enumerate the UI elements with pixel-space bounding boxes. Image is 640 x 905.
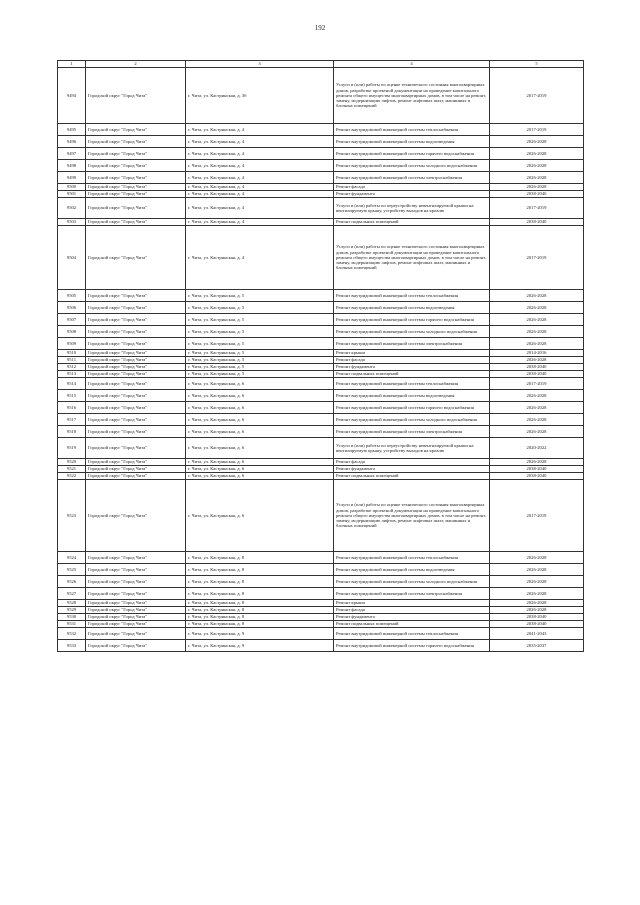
municipality-cell: Городской округ "Город Чита" (86, 160, 186, 172)
work-type-cell: Ремонт внутридомовой инженерной системы холодного водоснабжения (334, 326, 490, 338)
address-cell: г. Чита, ул. Кастринская, д. 6 (186, 480, 334, 552)
address-cell: г. Чита, ул. Кастринская, д. 6 (186, 414, 334, 426)
municipality-cell: Городской округ "Город Чита" (86, 621, 186, 628)
period-cell: 2038-2040 (490, 364, 584, 371)
row-number: 9518 (58, 426, 86, 438)
row-number: 9511 (58, 357, 86, 364)
address-cell: г. Чита, ул. Кастринская, д. 4 (186, 226, 334, 290)
table-row (58, 414, 584, 426)
municipality-cell: Городской округ "Город Чита" (86, 314, 186, 326)
period-cell: 2026-2028 (490, 148, 584, 160)
municipality-cell: Городской округ "Город Чита" (86, 184, 186, 191)
row-number: 9529 (58, 607, 86, 614)
row-number: 9533 (58, 640, 86, 652)
table-row (58, 302, 584, 314)
row-number: 9500 (58, 184, 86, 191)
period-cell: 2026-2028 (490, 302, 584, 314)
period-cell: 2017-2019 (490, 226, 584, 290)
row-number: 9507 (58, 314, 86, 326)
period-cell: 2020-2022 (490, 438, 584, 459)
address-cell: г. Чита, ул. Кастринская, д. 6 (186, 466, 334, 473)
municipality-cell: Городской округ "Город Чита" (86, 640, 186, 652)
row-number: 9530 (58, 614, 86, 621)
work-type-cell: Ремонт внутридомовой инженерной системы горячего водоснабжения (334, 402, 490, 414)
work-type-cell: Ремонт внутридомовой инженерной системы холодного водоснабжения (334, 576, 490, 588)
row-number: 9512 (58, 364, 86, 371)
address-cell: г. Чита, ул. Кастринская, д. 5 (186, 314, 334, 326)
work-type-cell: Ремонт внутридомовой инженерной системы холодного водоснабжения (334, 160, 490, 172)
row-number: 9520 (58, 459, 86, 466)
table-row (58, 576, 584, 588)
municipality-cell: Городской округ "Город Чита" (86, 338, 186, 350)
period-cell: 2026-2028 (490, 576, 584, 588)
municipality-cell: Городской округ "Город Чита" (86, 466, 186, 473)
address-cell: г. Чита, ул. Кастринская, д. 8 (186, 614, 334, 621)
address-cell: г. Чита, ул. Кастринская, д. 6 (186, 438, 334, 459)
municipality-cell: Городской округ "Город Чита" (86, 136, 186, 148)
work-type-cell: Ремонт внутридомовой инженерной системы горячего водоснабжения (334, 148, 490, 160)
address-cell: г. Чита, ул. Кастринская, д. 4 (186, 160, 334, 172)
address-cell: г. Чита, ул. Кастринская, д. 4 (186, 184, 334, 191)
work-type-cell: Ремонт внутридомовой инженерной системы горячего водоснабжения (334, 640, 490, 652)
address-cell: г. Чита, ул. Кастринская, д. 5 (186, 357, 334, 364)
row-number: 9515 (58, 390, 86, 402)
row-number: 9531 (58, 621, 86, 628)
work-type-cell: Ремонт внутридомовой инженерной системы водоотведения (334, 564, 490, 576)
table-row (58, 350, 584, 357)
period-cell: 2035-2037 (490, 640, 584, 652)
work-type-cell: Ремонт фасада (334, 607, 490, 614)
period-cell: 2038-2040 (490, 219, 584, 226)
municipality-cell: Городской округ "Город Чита" (86, 628, 186, 640)
address-cell: г. Чита, ул. Кастринская, д. 6 (186, 390, 334, 402)
municipality-cell: Городской округ "Город Чита" (86, 302, 186, 314)
address-cell: г. Чита, ул. Кастринская, д. 6 (186, 378, 334, 390)
work-type-cell: Ремонт внутридомовой инженерной системы водоотведения (334, 390, 490, 402)
period-cell: 2026-2028 (490, 588, 584, 600)
period-cell: 2014-2016 (490, 350, 584, 357)
period-cell: 2017-2019 (490, 68, 584, 124)
work-type-cell: Ремонт подвальных помещений (334, 621, 490, 628)
address-cell: г. Чита, ул. Кастринская, д. 3б (186, 68, 334, 124)
address-cell: г. Чита, ул. Кастринская, д. 9 (186, 628, 334, 640)
period-cell: 2026-2028 (490, 160, 584, 172)
capital-repair-table (57, 60, 584, 652)
work-type-cell: Ремонт внутридомовой инженерной системы электроснабжения (334, 588, 490, 600)
address-cell: г. Чита, ул. Кастринская, д. 5 (186, 302, 334, 314)
period-cell: 2017-2019 (490, 480, 584, 552)
municipality-cell: Городской округ "Город Чита" (86, 371, 186, 378)
row-number: 9523 (58, 480, 86, 552)
municipality-cell: Городской округ "Город Чита" (86, 552, 186, 564)
row-number: 9525 (58, 564, 86, 576)
work-type-cell: Ремонт подвальных помещений (334, 219, 490, 226)
row-number: 9502 (58, 198, 86, 219)
work-type-cell: Ремонт фундамента (334, 191, 490, 198)
table-row (58, 614, 584, 621)
table-row (58, 326, 584, 338)
header-col-4: 4 (334, 61, 490, 68)
table-row (58, 552, 584, 564)
period-cell: 2026-2028 (490, 357, 584, 364)
table-row (58, 314, 584, 326)
period-cell: 2026-2028 (490, 338, 584, 350)
address-cell: г. Чита, ул. Кастринская, д. 5 (186, 326, 334, 338)
municipality-cell: Городской округ "Город Чита" (86, 588, 186, 600)
work-type-cell: Ремонт подвальных помещений (334, 371, 490, 378)
row-number: 9519 (58, 438, 86, 459)
address-cell: г. Чита, ул. Кастринская, д. 4 (186, 136, 334, 148)
municipality-cell: Городской округ "Город Чита" (86, 148, 186, 160)
row-number: 9504 (58, 226, 86, 290)
address-cell: г. Чита, ул. Кастринская, д. 8 (186, 552, 334, 564)
period-cell: 2026-2028 (490, 172, 584, 184)
table-row (58, 364, 584, 371)
table-body (58, 68, 584, 652)
table-row (58, 600, 584, 607)
table-row (58, 338, 584, 350)
municipality-cell: Городской округ "Город Чита" (86, 172, 186, 184)
table-header (58, 61, 584, 68)
address-cell: г. Чита, ул. Кастринская, д. 8 (186, 576, 334, 588)
table-row (58, 68, 584, 124)
row-number: 9503 (58, 219, 86, 226)
municipality-cell: Городской округ "Город Чита" (86, 226, 186, 290)
work-type-cell: Ремонт фасада (334, 184, 490, 191)
period-cell: 2026-2028 (490, 136, 584, 148)
period-cell: 2017-2019 (490, 124, 584, 136)
municipality-cell: Городской округ "Город Чита" (86, 390, 186, 402)
work-type-cell: Ремонт внутридомовой инженерной системы теплоснабжения (334, 290, 490, 302)
work-type-cell: Ремонт внутридомовой инженерной системы теплоснабжения (334, 124, 490, 136)
row-number: 9514 (58, 378, 86, 390)
row-number: 9513 (58, 371, 86, 378)
period-cell: 2026-2028 (490, 184, 584, 191)
table-row (58, 198, 584, 219)
period-cell: 2017-2019 (490, 378, 584, 390)
work-type-cell: Ремонт внутридомовой инженерной системы электроснабжения (334, 172, 490, 184)
table-row (58, 588, 584, 600)
work-type-cell: Услуги и (или) работы по оценке технического состояния многоквартирных домов, разработке проектной документации на проведение капитального ремонта общего имущества многоквартирных домов, в том числе на ремонт, замену, модернизацию лифтов, ремонт лифтовых шахт, машинных и блочных помещений (334, 68, 490, 124)
work-type-cell: Услуги и (или) работы по оценке технического состояния многоквартирных домов, разработке проектной документации на проведение капитального ремонта общего имущества многоквартирных домов, в том числе на ремонт, замену, модернизацию лифтов, ремонт лифтовых шахт, машинных и блочных помещений (334, 226, 490, 290)
work-type-cell: Ремонт фундамента (334, 466, 490, 473)
municipality-cell: Городской округ "Город Чита" (86, 124, 186, 136)
period-cell: 2026-2028 (490, 402, 584, 414)
work-type-cell: Ремонт внутридомовой инженерной системы электроснабжения (334, 426, 490, 438)
work-type-cell: Услуги и (или) работы по переустройству невентилируемой крыши на вентилируемую крышу, устройству выходов на кровлю (334, 438, 490, 459)
table-row (58, 172, 584, 184)
row-number: 9532 (58, 628, 86, 640)
work-type-cell: Ремонт крыши (334, 350, 490, 357)
municipality-cell: Городской округ "Город Чита" (86, 378, 186, 390)
table-row (58, 357, 584, 364)
table-row (58, 226, 584, 290)
header-col-3: 3 (186, 61, 334, 68)
row-number: 9526 (58, 576, 86, 588)
municipality-cell: Городской округ "Город Чита" (86, 326, 186, 338)
period-cell: 2038-2040 (490, 191, 584, 198)
work-type-cell: Услуги и (или) работы по переустройству невентилируемой крыши на вентилируемую крышу, устройству выходов на кровлю (334, 198, 490, 219)
municipality-cell: Городской округ "Город Чита" (86, 576, 186, 588)
work-type-cell: Ремонт фасада (334, 357, 490, 364)
table-row (58, 124, 584, 136)
address-cell: г. Чита, ул. Кастринская, д. 6 (186, 426, 334, 438)
address-cell: г. Чита, ул. Кастринская, д. 4 (186, 219, 334, 226)
period-cell: 2017-2019 (490, 198, 584, 219)
municipality-cell: Городской округ "Город Чита" (86, 426, 186, 438)
row-number: 9494 (58, 68, 86, 124)
header-col-5: 5 (490, 61, 584, 68)
municipality-cell: Городской округ "Город Чита" (86, 191, 186, 198)
period-cell: 2026-2028 (490, 314, 584, 326)
row-number: 9528 (58, 600, 86, 607)
municipality-cell: Городской округ "Город Чита" (86, 364, 186, 371)
municipality-cell: Городской округ "Город Чита" (86, 357, 186, 364)
municipality-cell: Городской округ "Город Чита" (86, 614, 186, 621)
row-number: 9522 (58, 473, 86, 480)
period-cell: 2026-2028 (490, 564, 584, 576)
address-cell: г. Чита, ул. Кастринская, д. 5 (186, 290, 334, 302)
table-row (58, 219, 584, 226)
table-row (58, 480, 584, 552)
table-row (58, 459, 584, 466)
row-number: 9509 (58, 338, 86, 350)
period-cell: 2026-2028 (490, 607, 584, 614)
address-cell: г. Чита, ул. Кастринская, д. 6 (186, 402, 334, 414)
period-cell: 2026-2028 (490, 459, 584, 466)
work-type-cell: Ремонт внутридомовой инженерной системы теплоснабжения (334, 552, 490, 564)
row-number: 9524 (58, 552, 86, 564)
work-type-cell: Ремонт внутридомовой инженерной системы электроснабжения (334, 338, 490, 350)
period-cell: 2026-2028 (490, 390, 584, 402)
period-cell: 2026-2028 (490, 426, 584, 438)
address-cell: г. Чита, ул. Кастринская, д. 4 (186, 172, 334, 184)
address-cell: г. Чита, ул. Кастринская, д. 8 (186, 607, 334, 614)
table-row (58, 191, 584, 198)
address-cell: г. Чита, ул. Кастринская, д. 6 (186, 473, 334, 480)
row-number: 9498 (58, 160, 86, 172)
municipality-cell: Городской округ "Город Чита" (86, 438, 186, 459)
row-number: 9497 (58, 148, 86, 160)
address-cell: г. Чита, ул. Кастринская, д. 9 (186, 640, 334, 652)
address-cell: г. Чита, ул. Кастринская, д. 5 (186, 350, 334, 357)
period-cell: 2026-2028 (490, 552, 584, 564)
address-cell: г. Чита, ул. Кастринская, д. 8 (186, 588, 334, 600)
table-row (58, 184, 584, 191)
table-row (58, 426, 584, 438)
work-type-cell: Ремонт внутридомовой инженерной системы теплоснабжения (334, 378, 490, 390)
table-row (58, 621, 584, 628)
table-row (58, 628, 584, 640)
municipality-cell: Городской округ "Город Чита" (86, 402, 186, 414)
row-number: 9517 (58, 414, 86, 426)
period-cell: 2038-2040 (490, 466, 584, 473)
municipality-cell: Городской округ "Город Чита" (86, 459, 186, 466)
municipality-cell: Городской округ "Город Чита" (86, 600, 186, 607)
municipality-cell: Городской округ "Город Чита" (86, 414, 186, 426)
period-cell: 2038-2040 (490, 371, 584, 378)
period-cell: 2026-2028 (490, 290, 584, 302)
address-cell: г. Чита, ул. Кастринская, д. 5 (186, 338, 334, 350)
period-cell: 2026-2028 (490, 600, 584, 607)
address-cell: г. Чита, ул. Кастринская, д. 4 (186, 124, 334, 136)
work-type-cell: Услуги и (или) работы по оценке технического состояния многоквартирных домов, разработке проектной документации на проведение капитального ремонта общего имущества многоквартирных домов, в том числе на ремонт, замену, модернизацию лифтов, ремонт лифтовых шахт, машинных и блочных помещений (334, 480, 490, 552)
work-type-cell: Ремонт внутридомовой инженерной системы холодного водоснабжения (334, 414, 490, 426)
period-cell: 2038-2040 (490, 621, 584, 628)
row-number: 9501 (58, 191, 86, 198)
table-row (58, 378, 584, 390)
municipality-cell: Городской округ "Город Чита" (86, 68, 186, 124)
row-number: 9516 (58, 402, 86, 414)
municipality-cell: Городской округ "Город Чита" (86, 219, 186, 226)
address-cell: г. Чита, ул. Кастринская, д. 6 (186, 459, 334, 466)
municipality-cell: Городской округ "Город Чита" (86, 350, 186, 357)
row-number: 9508 (58, 326, 86, 338)
row-number: 9510 (58, 350, 86, 357)
work-type-cell: Ремонт внутридомовой инженерной системы теплоснабжения (334, 628, 490, 640)
work-type-cell: Ремонт внутридомовой инженерной системы водоотведения (334, 136, 490, 148)
row-number: 9521 (58, 466, 86, 473)
table-row (58, 160, 584, 172)
address-cell: г. Чита, ул. Кастринская, д. 4 (186, 191, 334, 198)
period-cell: 2038-2040 (490, 614, 584, 621)
period-cell: 2038-2040 (490, 473, 584, 480)
row-number: 9496 (58, 136, 86, 148)
address-cell: г. Чита, ул. Кастринская, д. 4 (186, 198, 334, 219)
work-type-cell: Ремонт фасада (334, 459, 490, 466)
address-cell: г. Чита, ул. Кастринская, д. 8 (186, 621, 334, 628)
work-type-cell: Ремонт подвальных помещений (334, 473, 490, 480)
table-row (58, 640, 584, 652)
period-cell: 2026-2028 (490, 326, 584, 338)
row-number: 9505 (58, 290, 86, 302)
municipality-cell: Городской округ "Город Чита" (86, 198, 186, 219)
table-row (58, 290, 584, 302)
row-number: 9495 (58, 124, 86, 136)
address-cell: г. Чита, ул. Кастринская, д. 5 (186, 371, 334, 378)
table-row (58, 148, 584, 160)
table-row (58, 402, 584, 414)
row-number: 9506 (58, 302, 86, 314)
table-row (58, 371, 584, 378)
header-col-2: 2 (86, 61, 186, 68)
municipality-cell: Городской округ "Город Чита" (86, 480, 186, 552)
page-number: 192 (314, 24, 326, 32)
header-col-1: 1 (58, 61, 86, 68)
address-cell: г. Чита, ул. Кастринская, д. 5 (186, 364, 334, 371)
work-type-cell: Ремонт фундамента (334, 364, 490, 371)
municipality-cell: Городской округ "Город Чита" (86, 473, 186, 480)
municipality-cell: Городской округ "Город Чита" (86, 290, 186, 302)
address-cell: г. Чита, ул. Кастринская, д. 8 (186, 600, 334, 607)
work-type-cell: Ремонт крыши (334, 600, 490, 607)
table-row (58, 473, 584, 480)
address-cell: г. Чита, ул. Кастринская, д. 4 (186, 148, 334, 160)
header-row (58, 61, 584, 68)
table-row (58, 438, 584, 459)
table-row (58, 136, 584, 148)
table-row (58, 564, 584, 576)
table-row (58, 466, 584, 473)
municipality-cell: Городской округ "Город Чита" (86, 564, 186, 576)
row-number: 9499 (58, 172, 86, 184)
period-cell: 2041-2043 (490, 628, 584, 640)
period-cell: 2026-2028 (490, 414, 584, 426)
table-row (58, 607, 584, 614)
work-type-cell: Ремонт внутридомовой инженерной системы горячего водоснабжения (334, 314, 490, 326)
table-row (58, 390, 584, 402)
row-number: 9527 (58, 588, 86, 600)
address-cell: г. Чита, ул. Кастринская, д. 8 (186, 564, 334, 576)
work-type-cell: Ремонт внутридомовой инженерной системы водоотведения (334, 302, 490, 314)
work-type-cell: Ремонт фундамента (334, 614, 490, 621)
municipality-cell: Городской округ "Город Чита" (86, 607, 186, 614)
